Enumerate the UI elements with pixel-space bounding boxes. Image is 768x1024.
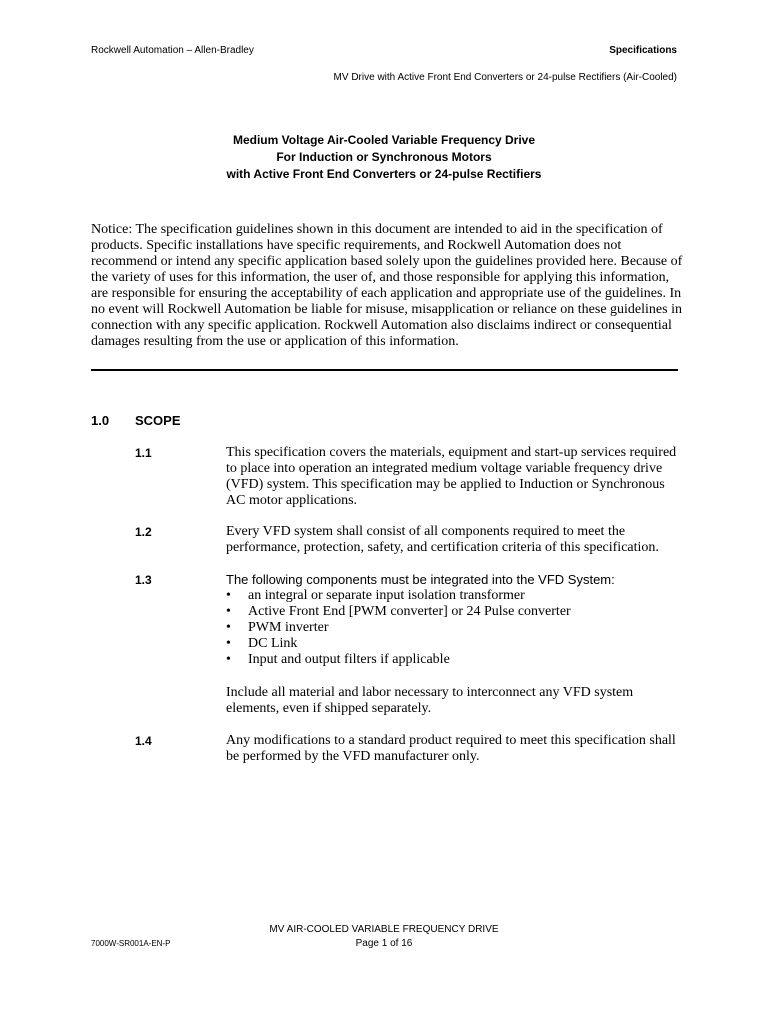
title-line-3: with Active Front End Converters or 24-pulse Rectifiers [226, 167, 542, 181]
bullet-icon: • [226, 652, 231, 667]
subsection-number-1-2: 1.2 [135, 525, 152, 539]
header-subtitle: MV Drive with Active Front End Converters or 24-pulse Rectifiers (Air-Cooled) [333, 72, 677, 83]
footer-title: MV AIR-COOLED VARIABLE FREQUENCY DRIVE [269, 924, 499, 935]
list-item: • Active Front End [PWM converter] or 24 Pulse converter [226, 604, 571, 619]
title-line-1: Medium Voltage Air-Cooled Variable Frequency Drive [232, 133, 536, 147]
subsection-text-1-4 [226, 733, 686, 765]
header-company: Rockwell Automation – Allen-Bradley [91, 45, 254, 56]
notice-line: recommend or intend any specific application based solely upon the guidelines provided here. Because of [91, 254, 683, 269]
text-line: performance, protection, safety, and certification criteria of this specification. [226, 540, 659, 555]
list-item: • an integral or separate input isolation transformer [226, 588, 525, 603]
section-number: 1.0 [91, 413, 110, 428]
document-number: 7000W-SR001A-EN-P [91, 939, 171, 948]
notice-line: are responsible for ensuring the acceptability of each application and appropriate use of the guidelines. In [91, 286, 682, 301]
subsection-number-1-3: 1.3 [135, 573, 152, 587]
text-line: AC motor applications. [226, 493, 358, 508]
list-item: • DC Link [226, 636, 298, 651]
subsection-text-1-1 [226, 445, 686, 509]
text-line: Every VFD system shall consist of all components required to meet the [226, 524, 626, 539]
notice-line: no event will Rockwell Automation be liable for misuse, misapplication or reliance on these guidelines in [91, 302, 682, 317]
page-number: Page 1 of 16 [355, 938, 413, 949]
list-item: • Input and output filters if applicable [226, 652, 450, 667]
document-title [0, 132, 768, 183]
text-line: to place into operation an integrated medium voltage variable frequency drive [226, 461, 663, 476]
subsection-number-1-1: 1.1 [135, 446, 152, 460]
subsection-text-1-3 [226, 572, 686, 717]
bullet-icon: • [226, 588, 231, 603]
bullet-icon: • [226, 604, 231, 619]
section-title: SCOPE [135, 413, 181, 428]
notice-line: the variety of uses for this information, the user of, and those responsible for applying this information, [91, 270, 670, 285]
text-line: Include all material and labor necessary to interconnect any VFD system [226, 685, 634, 700]
text-line: (VFD) system. This specification may be applied to Induction or Synchronous [226, 477, 665, 492]
horizontal-divider [91, 369, 678, 371]
list-item: • PWM inverter [226, 620, 329, 635]
text-line: be performed by the VFD manufacturer only. [226, 749, 480, 764]
header-section-label: Specifications [609, 45, 677, 56]
bullet-icon: • [226, 620, 231, 635]
notice-paragraph [91, 222, 691, 350]
interconnect-paragraph [226, 685, 686, 717]
components-intro: The following components must be integrated into the VFD System: [226, 572, 615, 587]
notice-line: Notice: The specification guidelines shown in this document are intended to aid in the specification of [91, 222, 663, 237]
notice-line: connection with any specific application. Rockwell Automation also disclaims indirect or consequential [91, 318, 672, 333]
notice-line: products. Specific installations have specific requirements, and Rockwell Automation does not [91, 238, 622, 253]
components-list [226, 588, 686, 668]
text-line: This specification covers the materials, equipment and start-up services required [226, 445, 677, 460]
title-line-2: For Induction or Synchronous Motors [276, 150, 492, 164]
text-line: elements, even if shipped separately. [226, 701, 432, 716]
notice-line: damages resulting from the use or application of this information. [91, 334, 459, 349]
text-line: Any modifications to a standard product required to meet this specification shall [226, 733, 676, 748]
bullet-icon: • [226, 636, 231, 651]
subsection-number-1-4: 1.4 [135, 734, 152, 748]
subsection-text-1-2 [226, 524, 686, 556]
